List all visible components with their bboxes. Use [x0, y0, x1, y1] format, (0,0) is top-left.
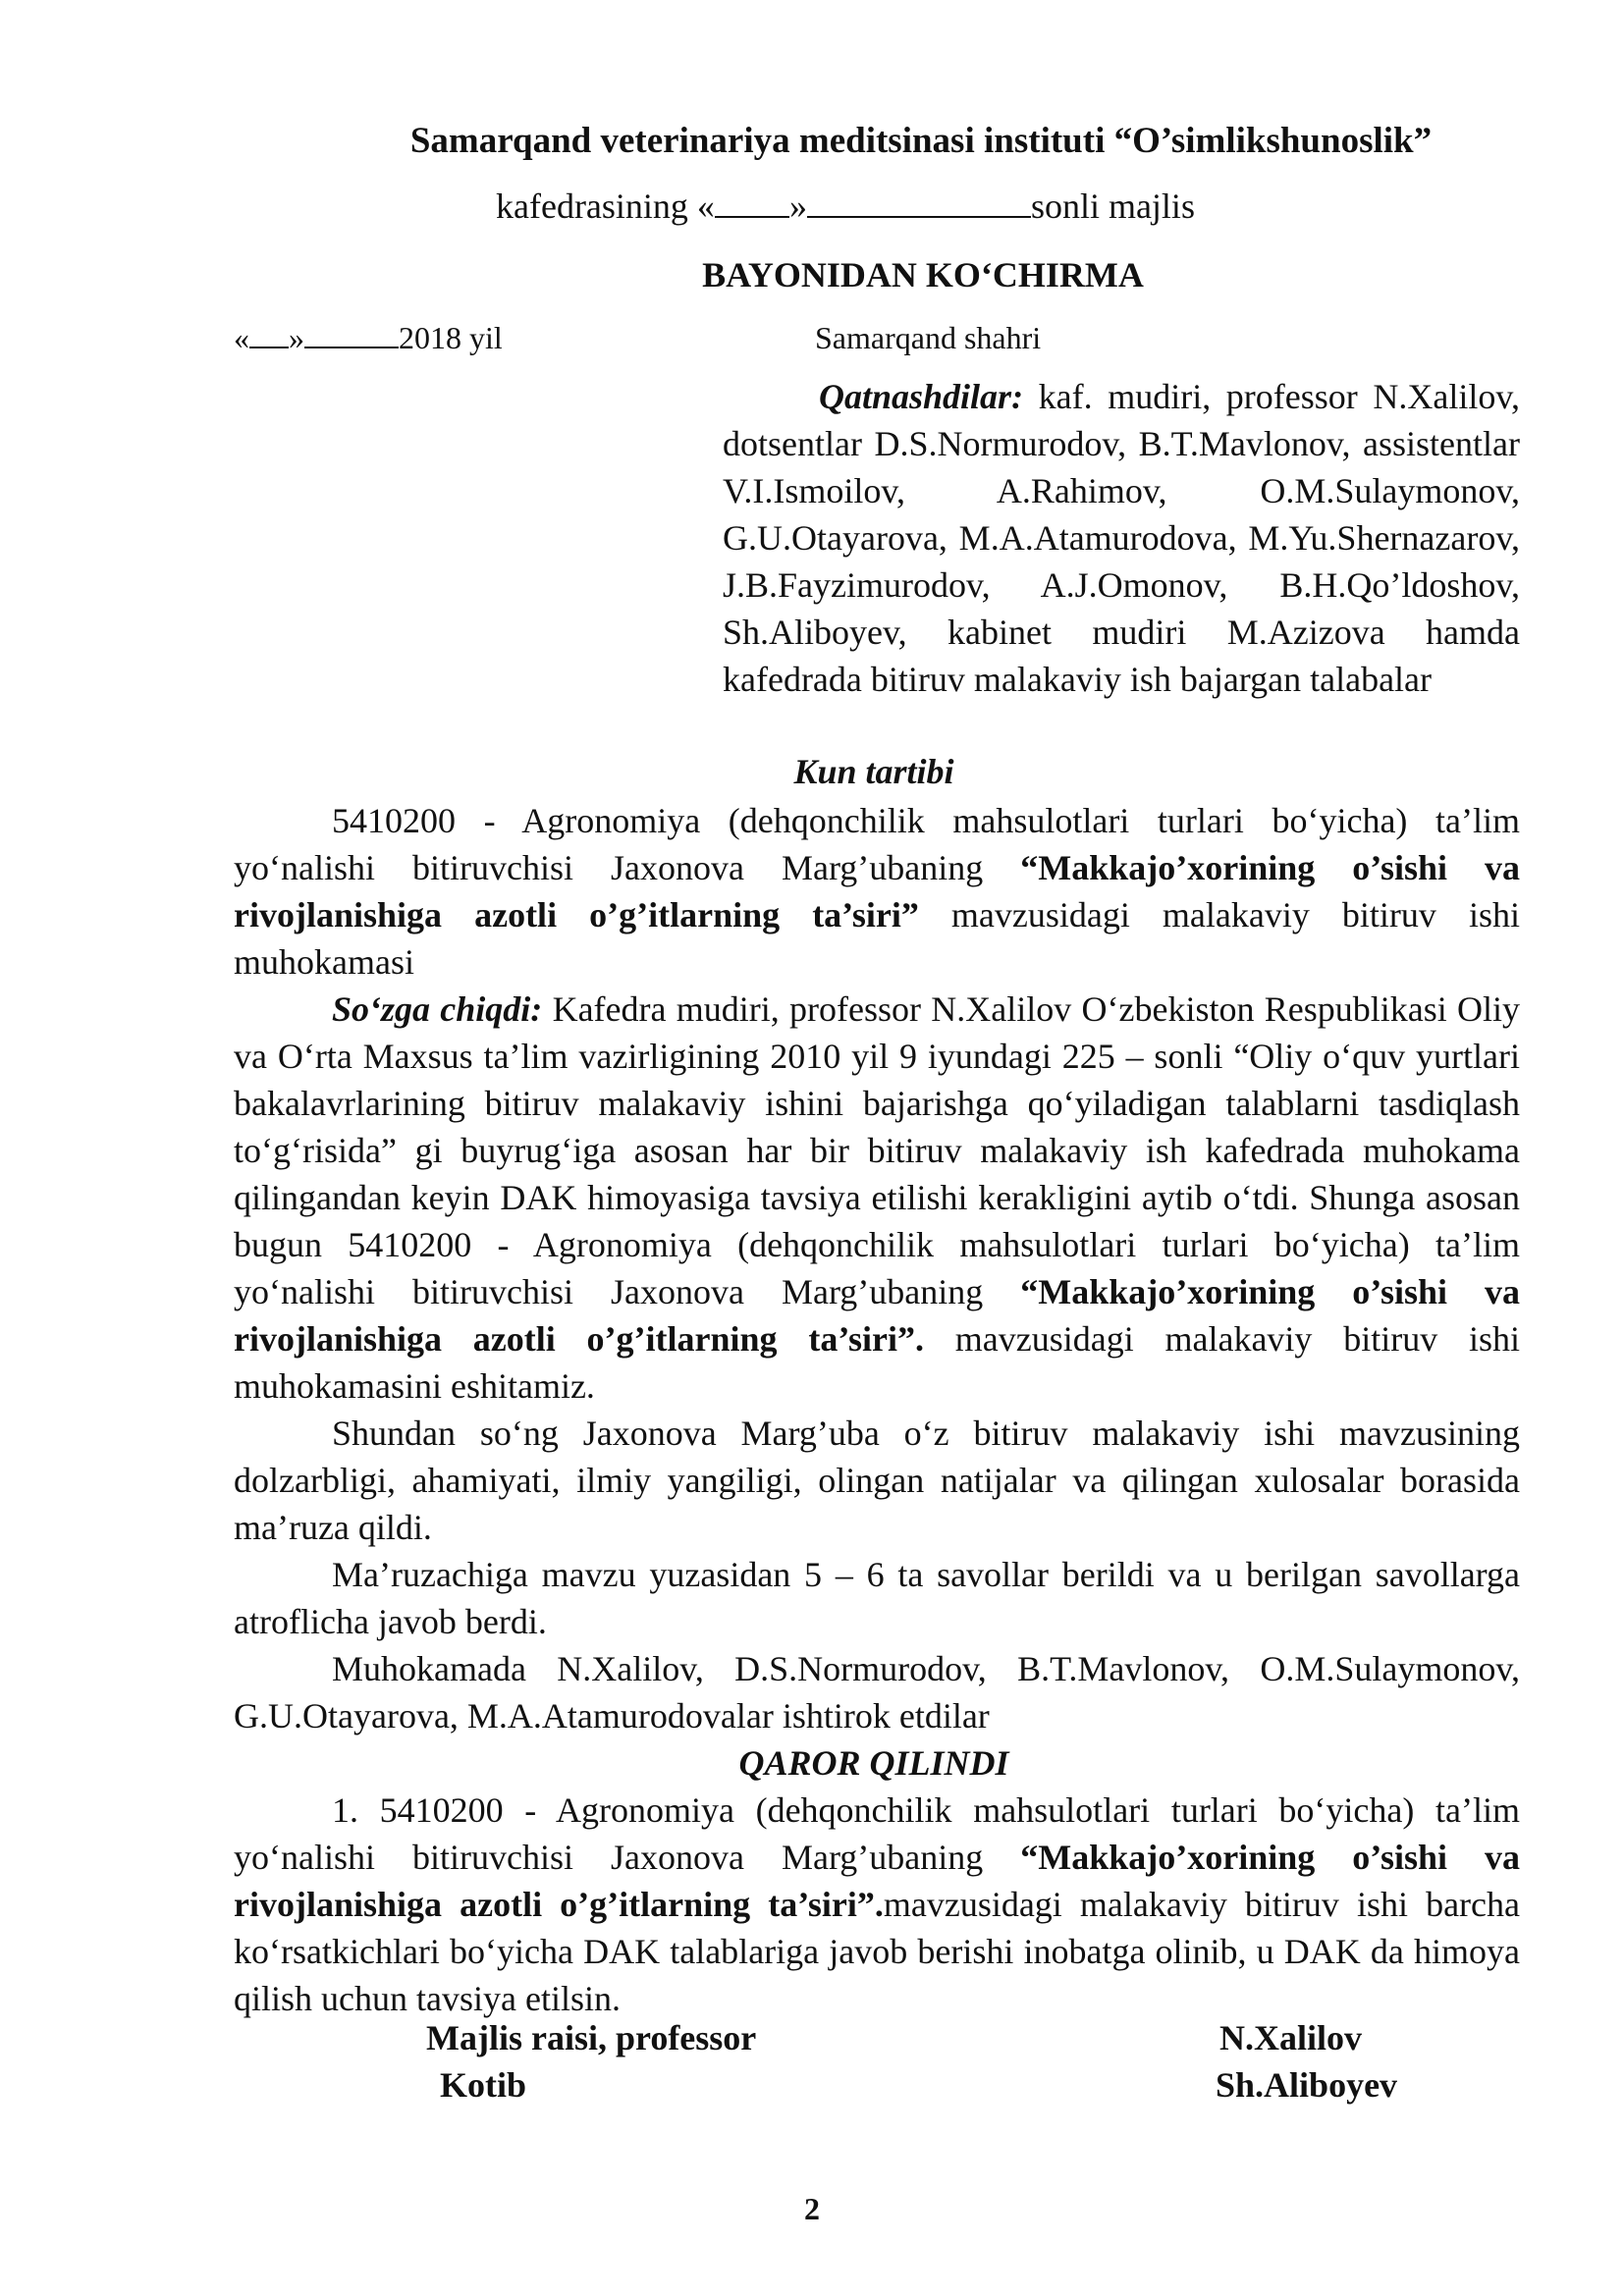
chair-role: Majlis raisi, professor [426, 2018, 757, 2057]
agenda-paragraph [234, 797, 1520, 986]
blank-field [249, 317, 289, 348]
decision-text-b: mavzusidagi malakaviy bitiruv ishi barcha ko‘rsatkichlari bo‘yicha DAK talablariga javob berishi inobatga olinib, u DAK da himoya qilish uchun tavsiya etilsin. [234, 1885, 1520, 2018]
decision-heading: QAROR QILINDI [738, 1743, 1009, 1783]
kafedra-prefix: kafedrasining « [496, 187, 715, 226]
city-label: Samarqand shahri [815, 320, 1042, 355]
thesis-title: “Makkajo’xorining o’sishi va rivojlanishiga azotli o’g’itlarning ta’siri”. [234, 1272, 1520, 1359]
document-title: BAYONIDAN KO‘CHIRMA [702, 255, 1144, 294]
date-open-quote: « [234, 320, 249, 355]
decision-paragraph [234, 1787, 1520, 2022]
date-line [234, 314, 503, 361]
discussion-paragraph: Muhokamada N.Xalilov, D.S.Normurodov, B.T.Mavlonov, O.M.Sulaymonov, G.U.Otayarova, M.A.Atamurodovalar ishtirok etdilar [234, 1649, 1520, 1735]
agenda-text-a: 5410200 - Agronomiya (dehqonchilik mahsulotlari turlari bo‘yicha) ta’lim yo‘nalishi bitiruvchisi Jaxonova Marg’ubaning [234, 801, 1520, 887]
date-year: 2018 yil [399, 320, 503, 355]
secretary-role: Kotib [440, 2065, 527, 2105]
attendees-block [723, 373, 1520, 703]
speech-label: So‘zga chiqdi: [332, 989, 543, 1029]
blank-field [304, 317, 399, 348]
kafedra-mid: » [788, 187, 807, 226]
speech-paragraph [234, 986, 1520, 1410]
meeting-number-line [496, 183, 1195, 230]
decision-text-a: 1. 5410200 - Agronomiya (dehqonchilik mahsulotlari turlari bo‘yicha) ta’lim yo‘nalishi bitiruvchisi Jaxonova Marg’ubaning [234, 1790, 1520, 1877]
attendees-text: kaf. mudiri, professor N.Xalilov, dotsentlar D.S.Normurodov, B.T.Mavlonov, assistentlar V.I.Ismoilov, A.Rahimov, O.M.Sulaymonov, G.U.Otayarova, M.A.Atamurodova, M.Yu.Shernazarov, J.B.Fayzimurodov, A.J.Omonov, B.H.Qo’ldoshov, Sh.Aliboyev, kabinet mudiri M.Azizova hamda kafedrada bitiruv malakaviy ish bajargan talabalar [723, 377, 1520, 699]
agenda-heading: Kun tartibi [793, 752, 954, 791]
secretary-name: Sh.Aliboyev [1216, 2065, 1398, 2105]
report-paragraph: Shundan so‘ng Jaxonova Marg’uba o‘z bitiruv malakaviy ishi mavzusining dolzarbligi, ahamiyati, ilmiy yangiligi, olingan natijalar va qilingan xulosalar borasida ma’ruza qildi. [234, 1414, 1520, 1547]
blank-field [807, 183, 1031, 218]
chair-name: N.Xalilov [1219, 2018, 1363, 2057]
page-number: 2 [804, 2191, 820, 2226]
date-close-quote: » [289, 320, 304, 355]
speech-text-b: mavzusidagi malakaviy bitiruv ishi muhokamasini eshitamiz. [234, 1319, 1520, 1406]
thesis-title: “Makkajo’xorining o’sishi va rivojlanishiga azotli o’g’itlarning ta’siri”. [234, 1838, 1520, 1924]
questions-paragraph: Ma’ruzachiga mavzu yuzasidan 5 – 6 ta savollar berildi va u berilgan savollarga atroflicha javob berdi. [234, 1555, 1520, 1641]
speech-text-a: Kafedra mudiri, professor N.Xalilov O‘zbekiston Respublikasi Oliy va O‘rta Maxsus ta’lim vazirligining 2010 yil 9 iyundagi 225 – sonli “Oliy o‘quv yurtlari bakalavrlarining bitiruv malakaviy ishini bajarishga qo‘yiladigan talablarni tasdiqlash to‘g‘risida” gi buyrug‘iga asosan har bir bitiruv malakaviy ish kafedrada muhokama qilingandan keyin DAK himoyasiga tavsiya etilishi kerakligini aytib o‘tdi. Shunga asosan bugun 5410200 - Agronomiya (dehqonchilik mahsulotlari turlari bo‘yicha) ta’lim yo‘nalishi bitiruvchisi Jaxonova Marg’ubaning [234, 989, 1520, 1311]
blank-field [715, 183, 789, 218]
attendees-label: Qatnashdilar: [819, 377, 1024, 416]
thesis-title: “Makkajo’xorining o’sishi va rivojlanishiga azotli o’g’itlarning ta’siri” [234, 848, 1520, 934]
institute-title: Samarqand veterinariya meditsinasi instituti “O’simlikshunoslik” [409, 121, 1433, 161]
kafedra-suffix: sonli majlis [1030, 187, 1195, 226]
agenda-text-b: mavzusidagi malakaviy bitiruv ishi muhokamasi [234, 895, 1520, 982]
